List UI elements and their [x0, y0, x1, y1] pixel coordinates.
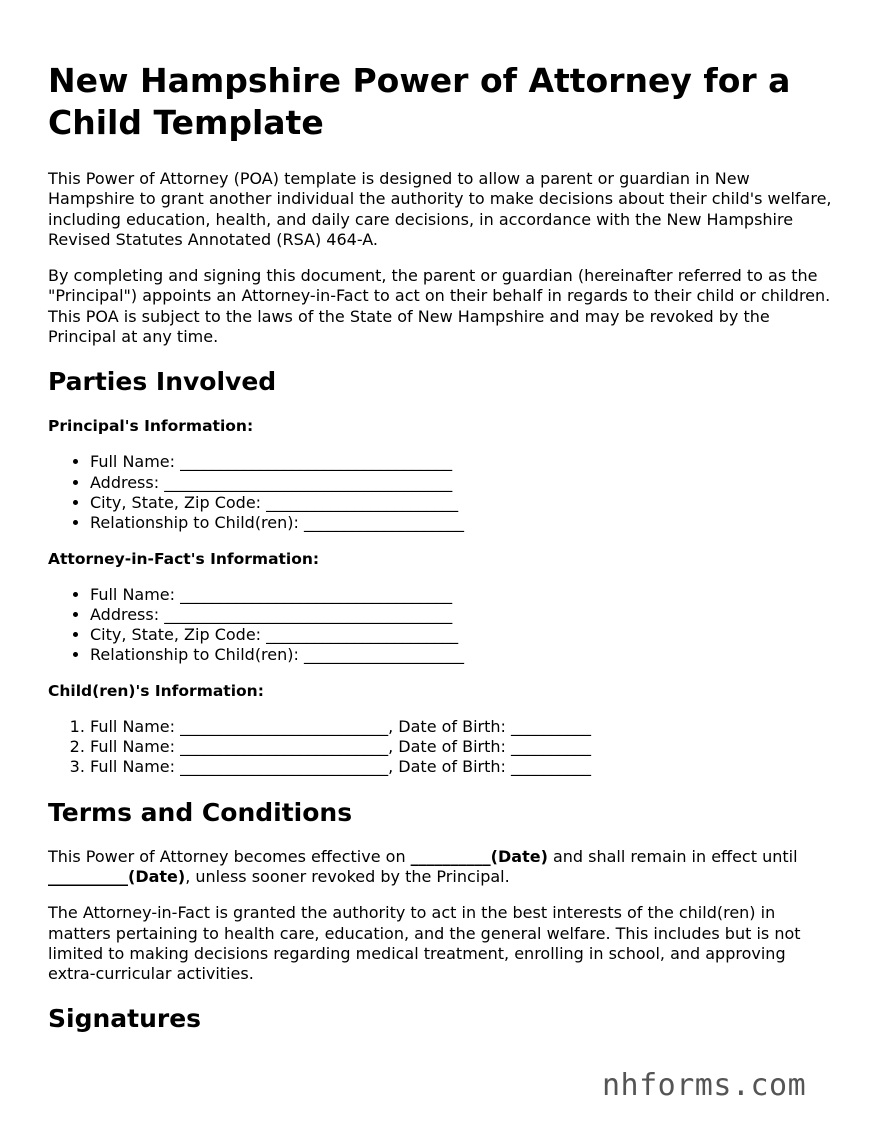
attorney-relationship-field: • Relationship to Child(ren): ____________________: [90, 645, 838, 665]
attorney-address-field: • Address: ____________________________________: [90, 605, 838, 625]
signatures-heading: Signatures: [48, 1004, 202, 1034]
child-2-field: 2. Full Name: __________________________, Date of Birth: __________: [90, 737, 838, 757]
effective-suffix: , unless sooner revoked by the Principal.: [185, 866, 510, 886]
document-page: [48, 60, 838, 1053]
intro-paragraph-2: By completing and signing this document, the parent or guardian (hereinafter referred to as the "Principal") appoints an Attorney-in-Fact to act on their behalf in regards to their child or children. This POA is subject to the laws of the State of New Hampshire and may be revoked by the Principal at any time.: [48, 266, 831, 347]
authority-paragraph: The Attorney-in-Fact is granted the authority to act in the best interests of the child(ren) in matters pertaining to health care, education, and the general welfare. This includes but is not limited to making decisions regarding medical treatment, enrolling in school, and approving extra-curricular activities.: [48, 903, 801, 984]
effective-middle: and shall remain in effect until: [547, 846, 798, 866]
document-title: New Hampshire Power of Attorney for a Child Template: [48, 61, 791, 142]
principal-relationship-field: • Relationship to Child(ren): ____________________: [90, 513, 838, 533]
terms-heading: Terms and Conditions: [48, 797, 353, 827]
attorney-info-list: [48, 585, 838, 666]
principal-full-name-field: • Full Name: __________________________________: [90, 452, 838, 472]
child-3-field: 3. Full Name: __________________________, Date of Birth: __________: [90, 757, 838, 777]
effective-prefix: This Power of Attorney becomes effective on: [48, 846, 411, 866]
parties-heading: Parties Involved: [48, 367, 277, 397]
children-info-list: [48, 717, 838, 778]
intro-paragraph-1: This Power of Attorney (POA) template is designed to allow a parent or guardian in New Hampshire to grant another individual the authority to make decisions about their child's welfare, including education, health, and daily care decisions, in accordance with the New Hampshire Revised Statutes Annotated (RSA) 464-A.: [48, 169, 832, 249]
principal-info-heading: Principal's Information:: [48, 417, 254, 436]
principal-city-state-zip-field: • City, State, Zip Code: ________________________: [90, 493, 838, 513]
attorney-full-name-field: • Full Name: __________________________________: [90, 585, 838, 605]
effective-end-date: __________(Date): [48, 866, 186, 886]
principal-info-list: [48, 452, 838, 533]
site-watermark: nhforms.com: [602, 1068, 807, 1103]
attorney-city-state-zip-field: • City, State, Zip Code: ________________________: [90, 625, 838, 645]
principal-address-field: • Address: ____________________________________: [90, 473, 838, 493]
attorney-info-heading: Attorney-in-Fact's Information:: [48, 549, 320, 568]
children-info-heading: Child(ren)'s Information:: [48, 681, 264, 700]
effective-start-date: __________(Date): [410, 846, 548, 866]
effective-date-paragraph: [48, 847, 838, 888]
child-1-field: 1. Full Name: __________________________, Date of Birth: __________: [90, 717, 838, 737]
